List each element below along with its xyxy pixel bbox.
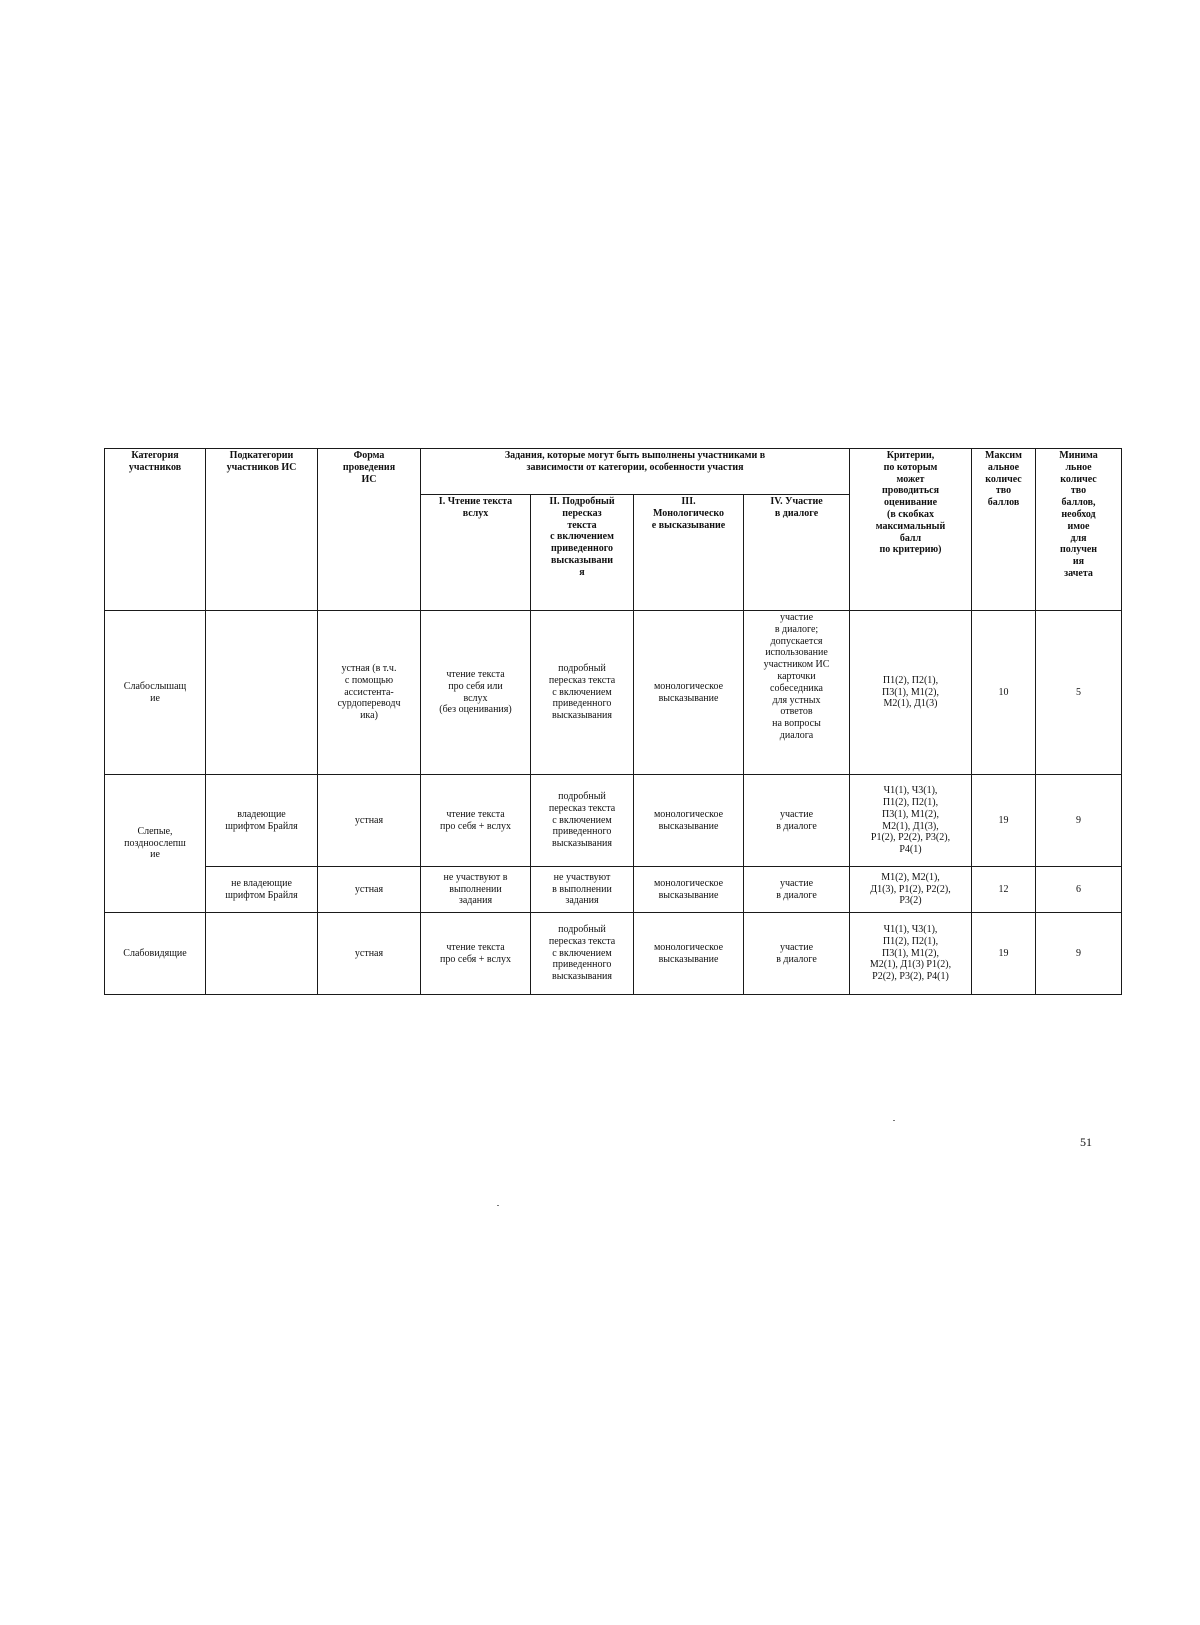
cell-task-3: монологическое высказывание <box>634 913 744 995</box>
cell-criteria: М1(2), М2(1), Д1(3), Р1(2), Р2(2), Р3(2) <box>850 867 972 913</box>
cell-form: устная <box>318 775 421 867</box>
cell-task-3: монологическое высказывание <box>634 775 744 867</box>
cell-task-4: участие в диалоге <box>744 867 850 913</box>
scan-speck <box>893 1120 895 1121</box>
cell-max-score: 10 <box>972 611 1036 775</box>
cell-min-score: 9 <box>1036 775 1122 867</box>
table-row <box>105 611 1122 775</box>
cell-task-2: подробный пересказ текста с включением приведенного высказывания <box>531 611 634 775</box>
cell-subcategory <box>206 913 318 995</box>
header-min-score: Минима льное количес тво баллов, необход имое для получен ия зачета <box>1036 449 1122 611</box>
cell-max-score: 19 <box>972 913 1036 995</box>
table-row <box>105 913 1122 995</box>
cell-min-score: 6 <box>1036 867 1122 913</box>
header-form: Форма проведения ИС <box>318 449 421 611</box>
cell-category: Слабослышащ ие <box>105 611 206 775</box>
cell-task-1: чтение текста про себя или вслух (без оценивания) <box>421 611 531 775</box>
cell-task-4: участие в диалоге <box>744 913 850 995</box>
cell-form: устная (в т.ч. с помощью ассистента- сурдопереводч ика) <box>318 611 421 775</box>
header-category: Категория участников <box>105 449 206 611</box>
header-task-1: I. Чтение текста вслух <box>421 495 531 611</box>
cell-task-3: монологическое высказывание <box>634 867 744 913</box>
header-task-4: IV. Участие в диалоге <box>744 495 850 611</box>
header-task-3: III. Монологическо е высказывание <box>634 495 744 611</box>
header-task-2: II. Подробный пересказ текста с включением приведенного высказывани я <box>531 495 634 611</box>
cell-subcategory <box>206 611 318 775</box>
cell-subcategory: не владеющие шрифтом Брайля <box>206 867 318 913</box>
cell-task-1: чтение текста про себя + вслух <box>421 913 531 995</box>
cell-task-2: подробный пересказ текста с включением приведенного высказывания <box>531 913 634 995</box>
cell-form: устная <box>318 913 421 995</box>
cell-task-2: подробный пересказ текста с включением приведенного высказывания <box>531 775 634 867</box>
assessment-table <box>104 448 1122 995</box>
header-criteria: Критерии, по которым может проводиться оценивание (в скобках максимальный балл по критерию) <box>850 449 972 611</box>
cell-category: Слепые, поздноослепш ие <box>105 775 206 913</box>
cell-task-2: не участвуют в выполнении задания <box>531 867 634 913</box>
cell-criteria: П1(2), П2(1), П3(1), М1(2), М2(1), Д1(3) <box>850 611 972 775</box>
cell-min-score: 5 <box>1036 611 1122 775</box>
table-row <box>105 775 1122 867</box>
cell-task-4: участие в диалоге; допускается использование участником ИС карточки собеседника для устных ответов на вопросы диалога <box>744 611 850 775</box>
cell-task-3: монологическое высказывание <box>634 611 744 775</box>
table-row <box>105 867 1122 913</box>
cell-subcategory: владеющие шрифтом Брайля <box>206 775 318 867</box>
cell-form: устная <box>318 867 421 913</box>
header-max-score: Максим альное количес тво баллов <box>972 449 1036 611</box>
scan-speck <box>497 1205 499 1206</box>
cell-category: Слабовидящие <box>105 913 206 995</box>
cell-min-score: 9 <box>1036 913 1122 995</box>
header-subcategory: Подкатегории участников ИС <box>206 449 318 611</box>
cell-criteria: Ч1(1), Ч3(1), П1(2), П2(1), П3(1), М1(2), М2(1), Д1(3) Р1(2), Р2(2), Р3(2), Р4(1) <box>850 913 972 995</box>
table-header <box>105 449 1122 611</box>
page-number: 51 <box>1080 1135 1092 1149</box>
cell-task-1: не участвуют в выполнении задания <box>421 867 531 913</box>
cell-criteria: Ч1(1), Ч3(1), П1(2), П2(1), П3(1), М1(2), М2(1), Д1(3), Р1(2), Р2(2), Р3(2), Р4(1) <box>850 775 972 867</box>
cell-max-score: 19 <box>972 775 1036 867</box>
cell-max-score: 12 <box>972 867 1036 913</box>
cell-task-1: чтение текста про себя + вслух <box>421 775 531 867</box>
header-tasks-group: Задания, которые могут быть выполнены участниками в зависимости от категории, особенности участия <box>421 449 850 495</box>
table-body <box>105 611 1122 995</box>
cell-task-4: участие в диалоге <box>744 775 850 867</box>
